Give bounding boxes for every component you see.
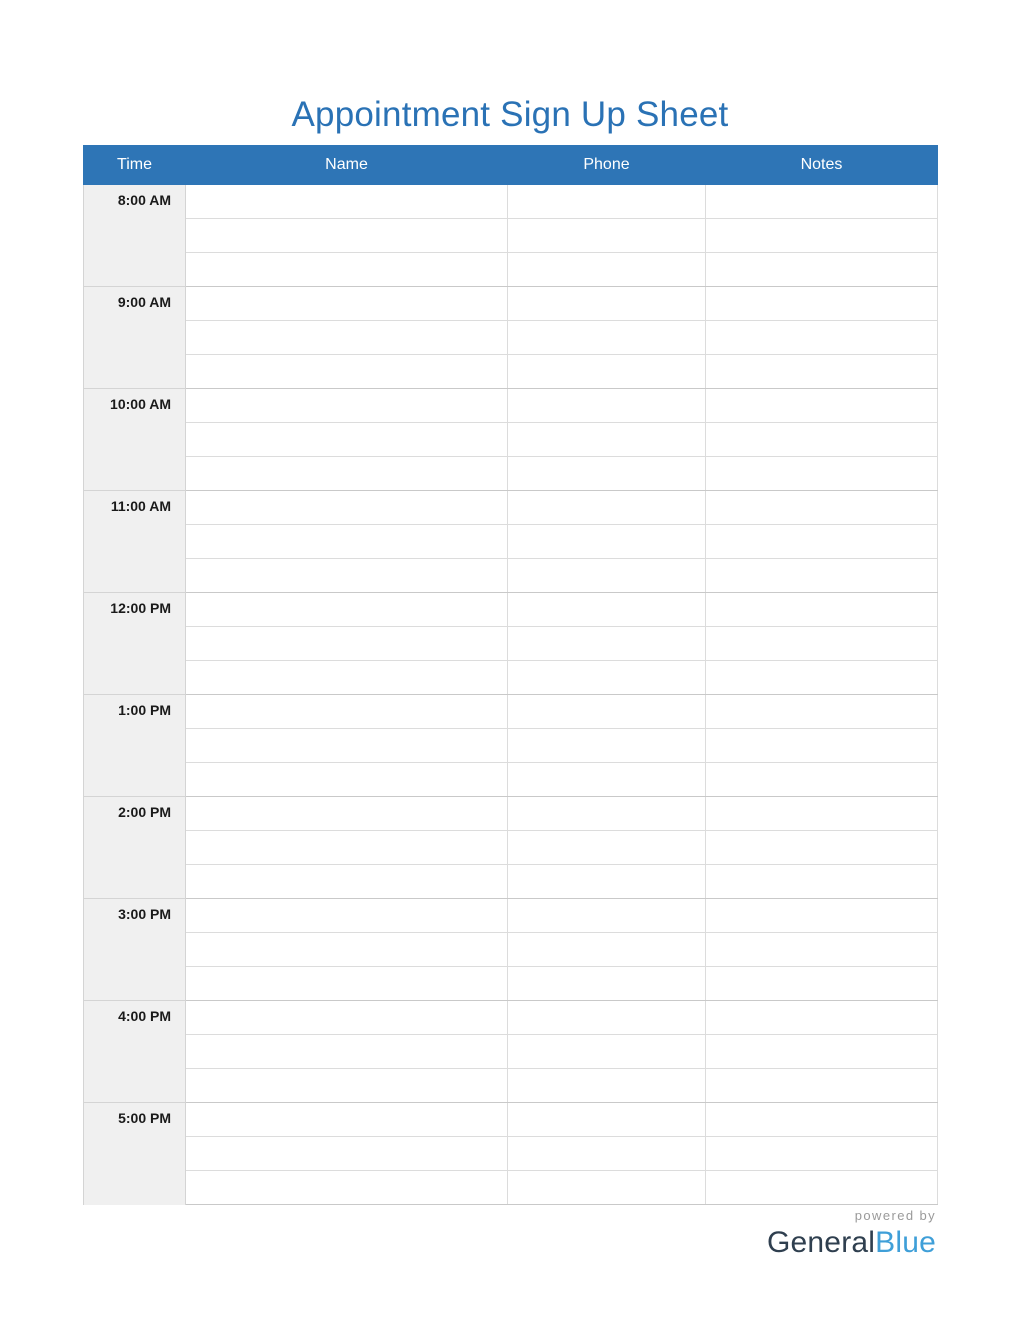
- entry-cell-notes[interactable]: [706, 321, 938, 355]
- entry-cell-phone[interactable]: [508, 491, 706, 525]
- time-slot-label: [84, 899, 186, 1001]
- time-slot-label: [84, 185, 186, 287]
- entry-cell-notes[interactable]: [706, 1069, 938, 1103]
- entry-cell-notes[interactable]: [706, 865, 938, 899]
- time-text: 5:00 PM: [118, 1110, 171, 1126]
- entry-cell-name[interactable]: [186, 831, 508, 865]
- time-text: 3:00 PM: [118, 906, 171, 922]
- table-row: [84, 1035, 938, 1069]
- table-row: [84, 219, 938, 253]
- entry-cell-name[interactable]: [186, 185, 508, 219]
- table-row: [84, 763, 938, 797]
- time-text: 1:00 PM: [118, 702, 171, 718]
- entry-cell-name[interactable]: [186, 967, 508, 1001]
- entry-cell-notes[interactable]: [706, 559, 938, 593]
- entry-cell-notes[interactable]: [706, 525, 938, 559]
- entry-cell-notes[interactable]: [706, 219, 938, 253]
- time-text: 2:00 PM: [118, 804, 171, 820]
- entry-cell-phone[interactable]: [508, 695, 706, 729]
- entry-cell-notes[interactable]: [706, 1137, 938, 1171]
- entry-cell-name[interactable]: [186, 219, 508, 253]
- entry-cell-notes[interactable]: [706, 729, 938, 763]
- wordmark-general: General: [767, 1226, 876, 1259]
- entry-cell-name[interactable]: [186, 389, 508, 423]
- entry-cell-notes[interactable]: [706, 253, 938, 287]
- entry-cell-notes[interactable]: [706, 967, 938, 1001]
- time-text: 12:00 PM: [110, 600, 171, 616]
- wordmark-blue: Blue: [875, 1226, 936, 1259]
- entry-cell-name[interactable]: [186, 1103, 508, 1137]
- entry-cell-name[interactable]: [186, 1069, 508, 1103]
- entry-cell-name[interactable]: [186, 593, 508, 627]
- entry-cell-notes[interactable]: [706, 763, 938, 797]
- entry-cell-phone[interactable]: [508, 797, 706, 831]
- entry-cell-phone[interactable]: [508, 593, 706, 627]
- time-text: 10:00 AM: [110, 396, 171, 412]
- time-slot-label: [84, 1001, 186, 1103]
- entry-cell-phone[interactable]: [508, 253, 706, 287]
- table-row: [84, 355, 938, 389]
- entry-cell-phone[interactable]: [508, 1069, 706, 1103]
- entry-cell-phone[interactable]: [508, 389, 706, 423]
- table-row: [84, 253, 938, 287]
- table-row: [84, 865, 938, 899]
- time-slot-label: [84, 389, 186, 491]
- table-row: [84, 933, 938, 967]
- entry-cell-notes[interactable]: [706, 627, 938, 661]
- entry-cell-phone[interactable]: [508, 219, 706, 253]
- time-slot-label: [84, 593, 186, 695]
- entry-cell-notes[interactable]: [706, 185, 938, 219]
- entry-cell-phone[interactable]: [508, 1035, 706, 1069]
- entry-cell-phone[interactable]: [508, 185, 706, 219]
- table-row: [84, 899, 938, 933]
- entry-cell-phone[interactable]: [508, 559, 706, 593]
- time-text: 8:00 AM: [117, 192, 171, 208]
- table-row: [84, 525, 938, 559]
- entry-cell-name[interactable]: [186, 1035, 508, 1069]
- entry-cell-notes[interactable]: [706, 899, 938, 933]
- entry-cell-name[interactable]: [186, 763, 508, 797]
- time-slot-label: [84, 1103, 186, 1205]
- brand-logo: [767, 1209, 936, 1258]
- entry-cell-notes[interactable]: [706, 1103, 938, 1137]
- entry-cell-name[interactable]: [186, 729, 508, 763]
- entry-cell-phone[interactable]: [508, 627, 706, 661]
- entry-cell-phone[interactable]: [508, 865, 706, 899]
- entry-cell-name[interactable]: [186, 457, 508, 491]
- entry-cell-name[interactable]: [186, 1001, 508, 1035]
- entry-cell-phone[interactable]: [508, 831, 706, 865]
- entry-cell-name[interactable]: [186, 491, 508, 525]
- table-row: [84, 1069, 938, 1103]
- entry-cell-name[interactable]: [186, 559, 508, 593]
- time-text: 4:00 PM: [118, 1008, 171, 1024]
- table-row: [84, 695, 938, 729]
- entry-cell-name[interactable]: [186, 321, 508, 355]
- table-row: [84, 831, 938, 865]
- table-row: [84, 593, 938, 627]
- entry-cell-phone[interactable]: [508, 525, 706, 559]
- entry-cell-name[interactable]: [186, 287, 508, 321]
- table-row: [84, 1103, 938, 1137]
- table-row: [84, 1171, 938, 1205]
- table-body: [84, 185, 938, 1205]
- entry-cell-name[interactable]: [186, 899, 508, 933]
- entry-cell-notes[interactable]: [706, 457, 938, 491]
- entry-cell-phone[interactable]: [508, 763, 706, 797]
- time-text: 11:00 AM: [110, 498, 171, 514]
- entry-cell-notes[interactable]: [706, 1035, 938, 1069]
- column-header-phone: Phone: [508, 146, 706, 185]
- entry-cell-phone[interactable]: [508, 933, 706, 967]
- column-header-notes: Notes: [706, 146, 938, 185]
- column-header-time: Time: [84, 146, 186, 185]
- table-row: [84, 797, 938, 831]
- table-header: [84, 146, 938, 185]
- time-slot-label: [84, 287, 186, 389]
- entry-cell-phone[interactable]: [508, 1001, 706, 1035]
- entry-cell-name[interactable]: [186, 253, 508, 287]
- table-header-row: [84, 146, 938, 185]
- table-row: [84, 729, 938, 763]
- table-row: [84, 1137, 938, 1171]
- table-row: [84, 185, 938, 219]
- time-text: 9:00 AM: [117, 294, 171, 310]
- entry-cell-name[interactable]: [186, 423, 508, 457]
- entry-cell-name[interactable]: [186, 525, 508, 559]
- entry-cell-phone[interactable]: [508, 1137, 706, 1171]
- table-row: [84, 457, 938, 491]
- column-header-name: Name: [186, 146, 508, 185]
- entry-cell-name[interactable]: [186, 695, 508, 729]
- entry-cell-name[interactable]: [186, 797, 508, 831]
- entry-cell-notes[interactable]: [706, 933, 938, 967]
- entry-cell-notes[interactable]: [706, 831, 938, 865]
- entry-cell-notes[interactable]: [706, 1001, 938, 1035]
- entry-cell-phone[interactable]: [508, 355, 706, 389]
- table-row: [84, 423, 938, 457]
- entry-cell-name[interactable]: [186, 1171, 508, 1205]
- table-row: [84, 389, 938, 423]
- entry-cell-notes[interactable]: [706, 695, 938, 729]
- entry-cell-notes[interactable]: [706, 389, 938, 423]
- entry-cell-notes[interactable]: [706, 355, 938, 389]
- entry-cell-notes[interactable]: [706, 593, 938, 627]
- entry-cell-phone[interactable]: [508, 1103, 706, 1137]
- table-row: [84, 559, 938, 593]
- entry-cell-phone[interactable]: [508, 899, 706, 933]
- page-title: Appointment Sign Up Sheet: [291, 95, 729, 135]
- table-row: [84, 627, 938, 661]
- table-row: [84, 661, 938, 695]
- general-blue-wordmark: [767, 1228, 936, 1258]
- time-slot-label: [84, 797, 186, 899]
- entry-cell-name[interactable]: [186, 865, 508, 899]
- entry-cell-phone[interactable]: [508, 729, 706, 763]
- entry-cell-name[interactable]: [186, 661, 508, 695]
- entry-cell-phone[interactable]: [508, 1171, 706, 1205]
- entry-cell-phone[interactable]: [508, 967, 706, 1001]
- entry-cell-notes[interactable]: [706, 797, 938, 831]
- entry-cell-notes[interactable]: [706, 491, 938, 525]
- entry-cell-name[interactable]: [186, 355, 508, 389]
- entry-cell-notes[interactable]: [706, 661, 938, 695]
- entry-cell-name[interactable]: [186, 1137, 508, 1171]
- time-slot-label: [84, 695, 186, 797]
- entry-cell-notes[interactable]: [706, 1171, 938, 1205]
- entry-cell-phone[interactable]: [508, 287, 706, 321]
- entry-cell-phone[interactable]: [508, 321, 706, 355]
- entry-cell-phone[interactable]: [508, 423, 706, 457]
- entry-cell-notes[interactable]: [706, 287, 938, 321]
- appointment-table: [83, 145, 938, 1205]
- table-row: [84, 287, 938, 321]
- entry-cell-notes[interactable]: [706, 423, 938, 457]
- entry-cell-phone[interactable]: [508, 457, 706, 491]
- table-row: [84, 321, 938, 355]
- table-row: [84, 491, 938, 525]
- entry-cell-phone[interactable]: [508, 661, 706, 695]
- powered-by-label: powered by: [854, 1208, 936, 1223]
- time-slot-label: [84, 491, 186, 593]
- table-row: [84, 967, 938, 1001]
- entry-cell-name[interactable]: [186, 627, 508, 661]
- table-row: [84, 1001, 938, 1035]
- entry-cell-name[interactable]: [186, 933, 508, 967]
